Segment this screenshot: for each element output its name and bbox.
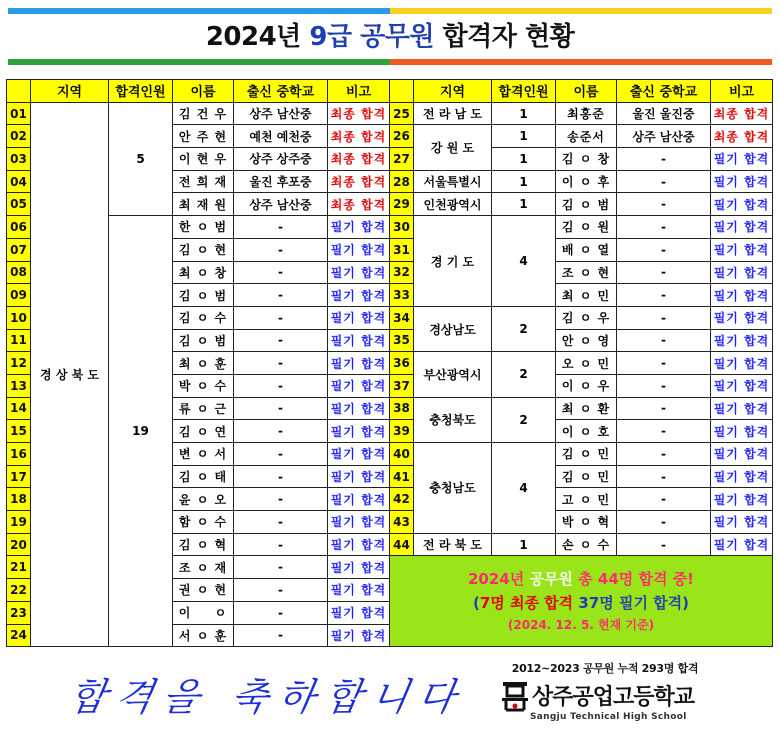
- result-note: 필기 합격: [711, 374, 773, 397]
- row-number: 10: [7, 306, 31, 329]
- middle-school: -: [617, 284, 711, 307]
- result-note: 필기 합격: [711, 329, 773, 352]
- row-number: 28: [390, 170, 414, 193]
- row-number: 14: [7, 397, 31, 420]
- result-note: 필기 합격: [328, 511, 390, 534]
- middle-school: -: [617, 465, 711, 488]
- row-number: 30: [390, 216, 414, 239]
- student-name: 김 ㅇ 원: [556, 216, 617, 239]
- row-number: 37: [390, 374, 414, 397]
- region-gyeongnam: 경상남도: [414, 306, 492, 351]
- middle-school: -: [234, 624, 328, 647]
- result-note: 필기 합격: [328, 261, 390, 284]
- row-number: 43: [390, 511, 414, 534]
- row-number: 25: [390, 102, 414, 125]
- header-region-right: 지역: [414, 80, 492, 103]
- header-note: 비고: [328, 80, 390, 103]
- result-note: 필기 합격: [328, 465, 390, 488]
- school-block: [500, 660, 710, 722]
- row-number: 18: [7, 488, 31, 511]
- row-number: 16: [7, 443, 31, 466]
- result-note: 필기 합격: [328, 601, 390, 624]
- row-number: 19: [7, 511, 31, 534]
- page-title: [0, 18, 780, 56]
- student-name: 이 ㅇ 우: [556, 374, 617, 397]
- student-name: 권 ㅇ 현: [173, 579, 234, 602]
- header-note-right: 비고: [711, 80, 773, 103]
- student-name: 김 ㅇ 창: [556, 148, 617, 171]
- region-busan: 부산광역시: [414, 352, 492, 397]
- middle-school: -: [234, 306, 328, 329]
- middle-school: -: [617, 261, 711, 284]
- middle-school: -: [617, 443, 711, 466]
- count-seoul: 1: [492, 170, 556, 193]
- result-note: 필기 합격: [328, 533, 390, 556]
- student-name: 송준서: [556, 125, 617, 148]
- middle-school: -: [234, 579, 328, 602]
- middle-school: -: [617, 148, 711, 171]
- result-note: 필기 합격: [711, 420, 773, 443]
- student-name: 이 ㅇ 후: [556, 170, 617, 193]
- middle-school: -: [234, 488, 328, 511]
- result-note: 필기 합격: [711, 148, 773, 171]
- middle-school: 예천 예천중: [234, 125, 328, 148]
- title-suffix: 합격자: [442, 22, 517, 52]
- middle-school: -: [617, 193, 711, 216]
- row-number: 06: [7, 216, 31, 239]
- middle-school: 상주 남산중: [234, 102, 328, 125]
- row-number: 29: [390, 193, 414, 216]
- count-chungbuk: 2: [492, 397, 556, 442]
- cumulative-count: 2012~2023 공무원 누적 293명 합격: [511, 662, 699, 675]
- student-name: 이 ㅇ: [173, 601, 234, 624]
- result-note: 필기 합격: [328, 579, 390, 602]
- middle-school: -: [234, 238, 328, 261]
- middle-school: -: [234, 397, 328, 420]
- middle-school: -: [234, 420, 328, 443]
- middle-school: -: [617, 420, 711, 443]
- student-name: 최 ㅇ 훈: [173, 352, 234, 375]
- count-jeonnam: 1: [492, 102, 556, 125]
- region-incheon: 인천광역시: [414, 193, 492, 216]
- row-number: 32: [390, 261, 414, 284]
- row-number: 01: [7, 102, 31, 125]
- header-count-right: 합격인원: [492, 80, 556, 103]
- student-name: 김 ㅇ 범: [173, 284, 234, 307]
- school-english-name: Sangju Technical High School: [530, 712, 687, 722]
- student-name: 박 ㅇ 수: [173, 374, 234, 397]
- bottom-color-bar: [8, 59, 772, 65]
- row-number: 27: [390, 148, 414, 171]
- student-name: 최 ㅇ 창: [173, 261, 234, 284]
- row-number: 33: [390, 284, 414, 307]
- summary-line-1: [390, 567, 772, 591]
- top-color-bar: [8, 8, 772, 14]
- row-number: 15: [7, 420, 31, 443]
- student-name: 한 ㅇ 범: [173, 216, 234, 239]
- title-year: 2024년: [205, 22, 301, 52]
- middle-school: -: [234, 329, 328, 352]
- count-gyeonggi: 4: [492, 216, 556, 307]
- header-no-right: [390, 80, 414, 103]
- summary-box: [390, 556, 773, 647]
- student-name: 김 ㅇ 현: [173, 238, 234, 261]
- title-grade: 9급 공무원: [309, 22, 434, 52]
- summary-line-2: [390, 591, 772, 615]
- summary-paren-close: ): [682, 594, 690, 613]
- result-note: 필기 합격: [328, 488, 390, 511]
- middle-school: -: [234, 533, 328, 556]
- student-name: 전 희 재: [173, 170, 234, 193]
- row-number: 08: [7, 261, 31, 284]
- middle-school: -: [234, 601, 328, 624]
- student-name: 함 ㅇ 수: [173, 511, 234, 534]
- table-header-row: [7, 80, 773, 103]
- result-note: 필기 합격: [711, 511, 773, 534]
- region-chungnam: 충청남도: [414, 443, 492, 534]
- region-seoul: 서울특별시: [414, 170, 492, 193]
- student-name: 조 ㅇ 재: [173, 556, 234, 579]
- result-note: 필기 합격: [711, 488, 773, 511]
- row-number: 34: [390, 306, 414, 329]
- student-name: 윤 ㅇ 오: [173, 488, 234, 511]
- middle-school: -: [234, 284, 328, 307]
- row-number: 03: [7, 148, 31, 171]
- row-number: 35: [390, 329, 414, 352]
- summary-date: (2024. 12. 5. 현재 기준): [507, 618, 655, 633]
- row-number: 05: [7, 193, 31, 216]
- row-number: 31: [390, 238, 414, 261]
- region-jeonbuk: 전 라 북 도: [414, 533, 492, 556]
- result-note: 필기 합격: [328, 556, 390, 579]
- student-name: 최 ㅇ 환: [556, 397, 617, 420]
- middle-school: -: [617, 238, 711, 261]
- row-number: 09: [7, 284, 31, 307]
- row-number: 23: [7, 601, 31, 624]
- student-name: 김 ㅇ 수: [173, 306, 234, 329]
- result-note: 필기 합격: [328, 397, 390, 420]
- student-name: 조 ㅇ 현: [556, 261, 617, 284]
- results-table: [6, 79, 773, 647]
- header-count: 합격인원: [109, 80, 173, 103]
- row-number: 40: [390, 443, 414, 466]
- result-note: 필기 합격: [711, 238, 773, 261]
- result-note: 필기 합격: [711, 216, 773, 239]
- result-note: 필기 합격: [711, 193, 773, 216]
- result-note: 필기 합격: [328, 216, 390, 239]
- middle-school: -: [234, 216, 328, 239]
- middle-school: 울진 후포중: [234, 170, 328, 193]
- result-note: 필기 합격: [328, 352, 390, 375]
- row-number: 13: [7, 374, 31, 397]
- middle-school: -: [234, 261, 328, 284]
- student-name: 최 ㅇ 민: [556, 284, 617, 307]
- student-name: 김 ㅇ 민: [556, 443, 617, 466]
- row-number: 38: [390, 397, 414, 420]
- row-number: 24: [7, 624, 31, 647]
- row-number: 20: [7, 533, 31, 556]
- student-name: 김 ㅇ 우: [556, 306, 617, 329]
- middle-school: -: [234, 352, 328, 375]
- count-gangwon-final: 1: [492, 125, 556, 148]
- header-name: 이름: [173, 80, 234, 103]
- student-name: 고 ㅇ 민: [556, 488, 617, 511]
- congratulations-text: 합격을 축하합니다: [65, 675, 470, 719]
- result-note: 최종 합격: [711, 102, 773, 125]
- student-name: 류 ㅇ 근: [173, 397, 234, 420]
- row-number: 26: [390, 125, 414, 148]
- student-name: 변 ㅇ 서: [173, 443, 234, 466]
- count-gangwon-written: 1: [492, 148, 556, 171]
- result-note: 필기 합격: [328, 374, 390, 397]
- student-name: 안 ㅇ 영: [556, 329, 617, 352]
- middle-school: -: [617, 170, 711, 193]
- summary-paren-open: (: [472, 594, 480, 613]
- header-school-right: 출신 중학교: [617, 80, 711, 103]
- result-note: 최종 합격: [328, 125, 390, 148]
- middle-school: -: [617, 488, 711, 511]
- student-name: 오 ㅇ 민: [556, 352, 617, 375]
- middle-school: -: [234, 374, 328, 397]
- result-note: 필기 합격: [711, 170, 773, 193]
- result-note: 필기 합격: [711, 443, 773, 466]
- result-note: 최종 합격: [328, 193, 390, 216]
- result-note: 필기 합격: [328, 420, 390, 443]
- result-note: 필기 합격: [711, 352, 773, 375]
- middle-school: 상주 상주중: [234, 148, 328, 171]
- middle-school: -: [617, 511, 711, 534]
- school-name: 상주공업고등학교: [532, 684, 695, 710]
- student-name: 김 ㅇ 연: [173, 420, 234, 443]
- row-number: 07: [7, 238, 31, 261]
- count-busan: 2: [492, 352, 556, 397]
- middle-school: -: [617, 397, 711, 420]
- row-number: 22: [7, 579, 31, 602]
- summary-year: 2024년: [467, 570, 525, 589]
- student-name: 이 현 우: [173, 148, 234, 171]
- student-name: 손 ㅇ 수: [556, 533, 617, 556]
- count-gyeongbuk-written: 19: [109, 216, 173, 647]
- result-note: 필기 합격: [328, 238, 390, 261]
- region-chungbuk: 충청북도: [414, 397, 492, 442]
- row-number: 41: [390, 465, 414, 488]
- student-name: 김 ㅇ 민: [556, 465, 617, 488]
- student-name: 김 ㅇ 태: [173, 465, 234, 488]
- student-name: 박 ㅇ 혁: [556, 511, 617, 534]
- student-name: 서 ㅇ 훈: [173, 624, 234, 647]
- middle-school: -: [617, 533, 711, 556]
- student-name: 김 ㅇ 범: [173, 329, 234, 352]
- result-note: 최종 합격: [328, 102, 390, 125]
- summary-written: 37명 필기 합격: [578, 594, 683, 613]
- row-number: 21: [7, 556, 31, 579]
- result-note: 필기 합격: [328, 443, 390, 466]
- middle-school: -: [617, 216, 711, 239]
- middle-school: 상주 남산중: [234, 193, 328, 216]
- school-name-row: [500, 678, 710, 712]
- header-region: 지역: [31, 80, 109, 103]
- result-note: 최종 합격: [711, 125, 773, 148]
- region-gyeongbuk: 경 상 북 도: [31, 102, 109, 647]
- region-gyeonggi: 경 기 도: [414, 216, 492, 307]
- result-note: 필기 합격: [711, 533, 773, 556]
- result-note: 필기 합격: [711, 397, 773, 420]
- middle-school: -: [234, 443, 328, 466]
- student-name: 배 ㅇ 열: [556, 238, 617, 261]
- row-number: 12: [7, 352, 31, 375]
- result-note: 필기 합격: [711, 261, 773, 284]
- summary-civil-servant: 공무원: [529, 570, 573, 589]
- middle-school: -: [234, 465, 328, 488]
- student-name: 김 ㅇ 혁: [173, 533, 234, 556]
- title-status: 현황: [524, 22, 575, 52]
- student-name: 최 재 원: [173, 193, 234, 216]
- row-number: 39: [390, 420, 414, 443]
- result-note: 필기 합격: [328, 284, 390, 307]
- middle-school: 울진 울진중: [617, 102, 711, 125]
- summary-final: 7명 최종 합격: [479, 594, 574, 613]
- middle-school: -: [617, 329, 711, 352]
- result-note: 필기 합격: [711, 306, 773, 329]
- table-row: [7, 216, 773, 239]
- header-name-right: 이름: [556, 80, 617, 103]
- row-number: 42: [390, 488, 414, 511]
- result-note: 필기 합격: [328, 624, 390, 647]
- row-number: 02: [7, 125, 31, 148]
- region-jeonnam: 전 라 남 도: [414, 102, 492, 125]
- row-number: 11: [7, 329, 31, 352]
- row-number: 17: [7, 465, 31, 488]
- middle-school: -: [617, 374, 711, 397]
- row-number: 04: [7, 170, 31, 193]
- student-name: 이 ㅇ 호: [556, 420, 617, 443]
- middle-school: -: [234, 511, 328, 534]
- row-number: 36: [390, 352, 414, 375]
- student-name: 김 ㅇ 범: [556, 193, 617, 216]
- result-note: 필기 합격: [328, 306, 390, 329]
- middle-school: -: [234, 556, 328, 579]
- school-logo-icon: [500, 678, 530, 712]
- region-gangwon: 강 원 도: [414, 125, 492, 170]
- middle-school: 상주 남산중: [617, 125, 711, 148]
- result-note: 최종 합격: [328, 170, 390, 193]
- result-note: 필기 합격: [711, 284, 773, 307]
- student-name: 김 건 우: [173, 102, 234, 125]
- middle-school: -: [617, 352, 711, 375]
- result-note: 필기 합격: [328, 329, 390, 352]
- count-chungnam: 4: [492, 443, 556, 534]
- middle-school: -: [617, 306, 711, 329]
- header-no: [7, 80, 31, 103]
- student-name: 최홍준: [556, 102, 617, 125]
- student-name: 안 주 현: [173, 125, 234, 148]
- count-gyeongbuk-final: 5: [109, 102, 173, 215]
- result-note: 최종 합격: [328, 148, 390, 171]
- summary-total: 총 44명 합격 중!: [578, 570, 695, 589]
- row-number: 44: [390, 533, 414, 556]
- header-school: 출신 중학교: [234, 80, 328, 103]
- count-incheon: 1: [492, 193, 556, 216]
- count-gyeongnam: 2: [492, 306, 556, 351]
- table-row: [7, 102, 773, 125]
- result-note: 필기 합격: [711, 465, 773, 488]
- count-jeonbuk: 1: [492, 533, 556, 556]
